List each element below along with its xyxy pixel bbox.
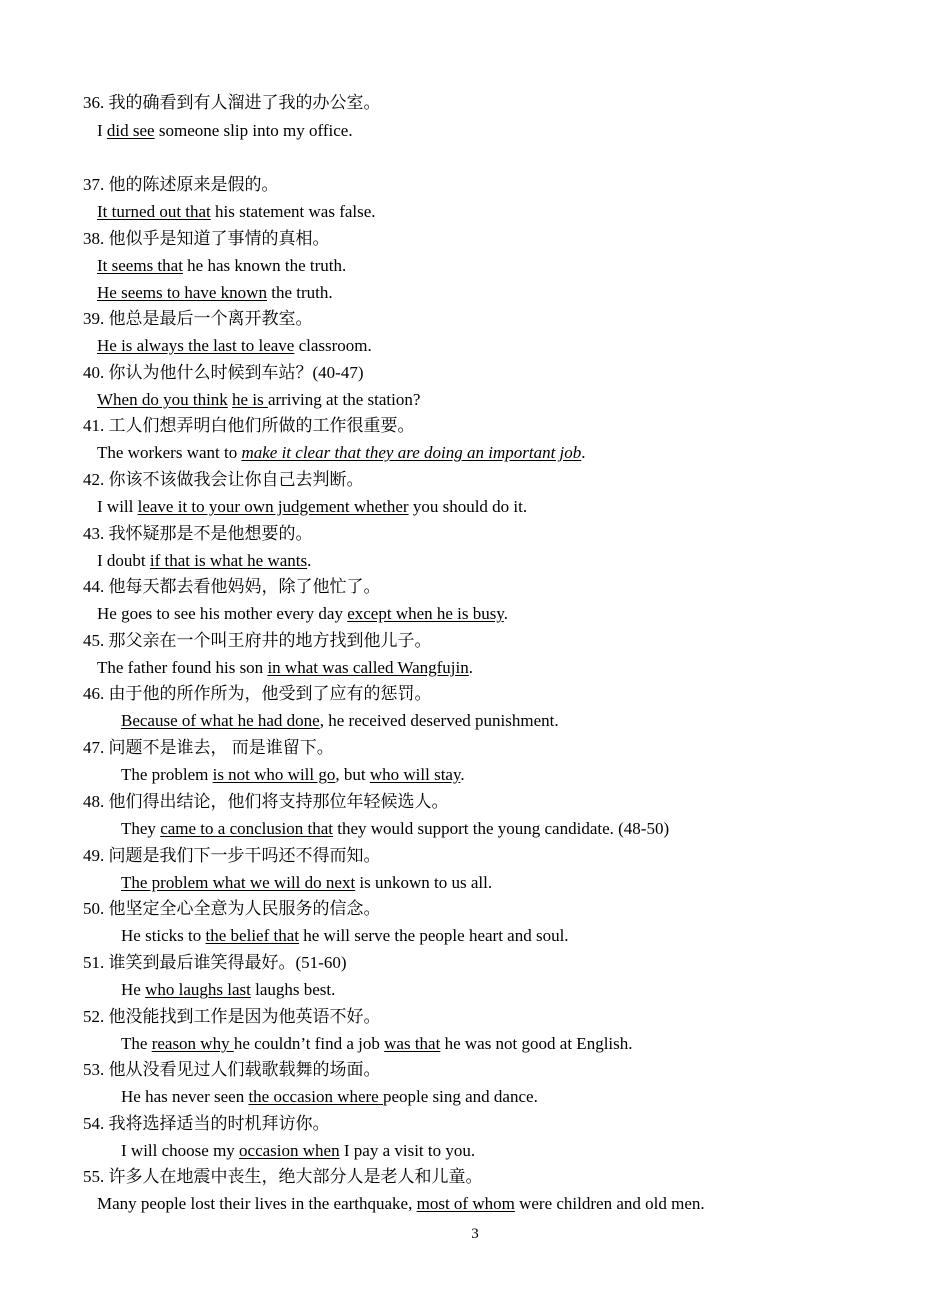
chinese-sentence: 50. 他坚定全心全意为人民服务的信念。 [83,899,381,918]
translation-text: , but [335,765,370,784]
translation-text: he will serve the people heart and soul. [299,926,569,945]
underlined-phrase: He is always the last to leave [97,336,295,355]
underlined-phrase: occasion when [239,1141,340,1160]
translation-text: laughs best. [250,980,336,999]
chinese-sentence: 38. 他似乎是知道了事情的真相。 [83,229,330,248]
underlined-phrase: in what was called Wangfujin [267,658,469,677]
chinese-sentence: 42. 你该不该做我会让你自己去判断。 [83,470,364,489]
chinese-sentence: 43. 我怀疑那是不是他想要的。 [83,524,313,543]
translation-text: were children and old men. [514,1194,705,1213]
translation-text: I [97,121,107,140]
chinese-sentence: 53. 他从没看见过人们载歌载舞的场面。 [83,1060,381,1079]
english-translation [97,497,527,517]
underlined-phrase: leave it to your own judgement whether [137,497,409,516]
translation-text: They [121,819,161,838]
english-translation [97,551,311,571]
english-translation [97,390,420,410]
underlined-phrase: make it clear that they are doing an important job [241,443,582,462]
chinese-sentence: 46. 由于他的所作所为，他受到了应有的惩罚。 [83,684,432,703]
underlined-phrase: the belief that [205,926,299,945]
chinese-sentence: 44. 他每天都去看他妈妈，除了他忙了。 [83,577,381,596]
chinese-sentence: 37. 他的陈述原来是假的。 [83,175,279,194]
chinese-sentence: 36. 我的确看到有人溜进了我的办公室。 [83,93,381,112]
chinese-sentence: 54. 我将选择适当的时机拜访你。 [83,1114,330,1133]
english-translation [97,202,376,222]
english-translation [121,765,465,785]
english-translation [121,711,559,731]
translation-text: people sing and dance. [382,1087,538,1106]
english-translation [97,256,346,276]
translation-text: The father found his son [97,658,268,677]
translation-text: He goes to see his mother every day [97,604,348,623]
underlined-phrase: He seems to have known [97,283,267,302]
english-translation [97,604,508,624]
translation-text: I doubt [97,551,150,570]
underlined-phrase: came to a conclusion that [160,819,333,838]
underlined-phrase: It seems that [97,256,183,275]
chinese-sentence: 48. 他们得出结论，他们将支持那位年轻候选人。 [83,792,449,811]
english-translation [121,873,492,893]
translation-text: the truth. [266,283,333,302]
translation-text: He [121,980,146,999]
chinese-sentence: 41. 工人们想弄明白他们所做的工作很重要。 [83,416,415,435]
underlined-phrase: who laughs last [145,980,251,999]
underlined-phrase: the occasion where [248,1087,383,1106]
translation-text: , he received deserved punishment. [319,711,559,730]
translation-text: his statement was false. [210,202,376,221]
translation-text: someone slip into my office. [154,121,353,140]
translation-text: is unkown to us all. [355,873,493,892]
underlined-phrase: except when he is busy [347,604,504,623]
translation-text: I pay a visit to you. [339,1141,476,1160]
page-number: 3 [471,1226,479,1242]
english-translation [97,1194,705,1214]
chinese-sentence: 52. 他没能找到工作是因为他英语不好。 [83,1007,381,1026]
translation-text: The problem [121,765,213,784]
chinese-sentence: 45. 那父亲在一个叫王府井的地方找到他儿子。 [83,631,432,650]
chinese-sentence: 51. 谁笑到最后谁笑得最好。(51-60) [83,953,347,972]
english-translation [121,1087,538,1107]
translation-text: arriving at the station? [267,390,421,409]
english-translation [121,1141,475,1161]
translation-text: he was not good at English. [440,1034,633,1053]
underlined-phrase: Because of what he had done [121,711,320,730]
chinese-sentence: 47. 问题不是谁去， 而是谁留下。 [83,738,334,757]
chinese-sentence: 55. 许多人在地震中丧生，绝大部分人是老人和儿童。 [83,1167,483,1186]
underlined-phrase: is not who will go [212,765,336,784]
english-translation [121,980,335,1000]
translation-text: Many people lost their lives in the earthquake, [97,1194,417,1213]
chinese-sentence: 39. 他总是最后一个离开教室。 [83,309,313,328]
translation-text: He sticks to [121,926,206,945]
chinese-sentence: 49. 问题是我们下一步干吗还不得而知。 [83,846,381,865]
english-translation [121,819,669,839]
underlined-phrase: The problem what we will do next [121,873,356,892]
translation-text: He has never seen [121,1087,249,1106]
translation-text: I will [97,497,138,516]
english-translation [97,283,333,303]
underlined-phrase: When do you think [97,390,228,409]
translation-text: . [307,551,312,570]
underlined-phrase: if that is what he wants [149,551,308,570]
english-translation [121,926,569,946]
translation-text: The workers want to [97,443,242,462]
english-translation [97,658,473,678]
translation-text: he has known the truth. [182,256,347,275]
underlined-phrase: did see [106,121,155,140]
translation-text: . [460,765,465,784]
underlined-phrase: It turned out that [97,202,211,221]
english-translation [97,443,586,463]
translation-text: he couldn’t find a job [233,1034,385,1053]
translation-text: classroom. [294,336,372,355]
english-translation [97,336,372,356]
translation-text: I will choose my [121,1141,240,1160]
translation-text: you should do it. [408,497,528,516]
translation-text: . [503,604,509,623]
translation-text: . [581,443,586,462]
underlined-phrase: most of whom [416,1194,515,1213]
underlined-phrase: he is [232,390,268,409]
translation-text: . [468,658,474,677]
underlined-phrase: reason why [151,1034,234,1053]
english-translation [97,121,353,141]
english-translation [121,1034,633,1054]
underlined-phrase: was that [384,1034,441,1053]
chinese-sentence: 40. 你认为他什么时候到车站？(40-47) [83,363,364,382]
translation-text: The [121,1034,152,1053]
underlined-phrase: who will stay [369,765,461,784]
translation-text: they would support the young candidate. (48-50) [332,819,670,838]
